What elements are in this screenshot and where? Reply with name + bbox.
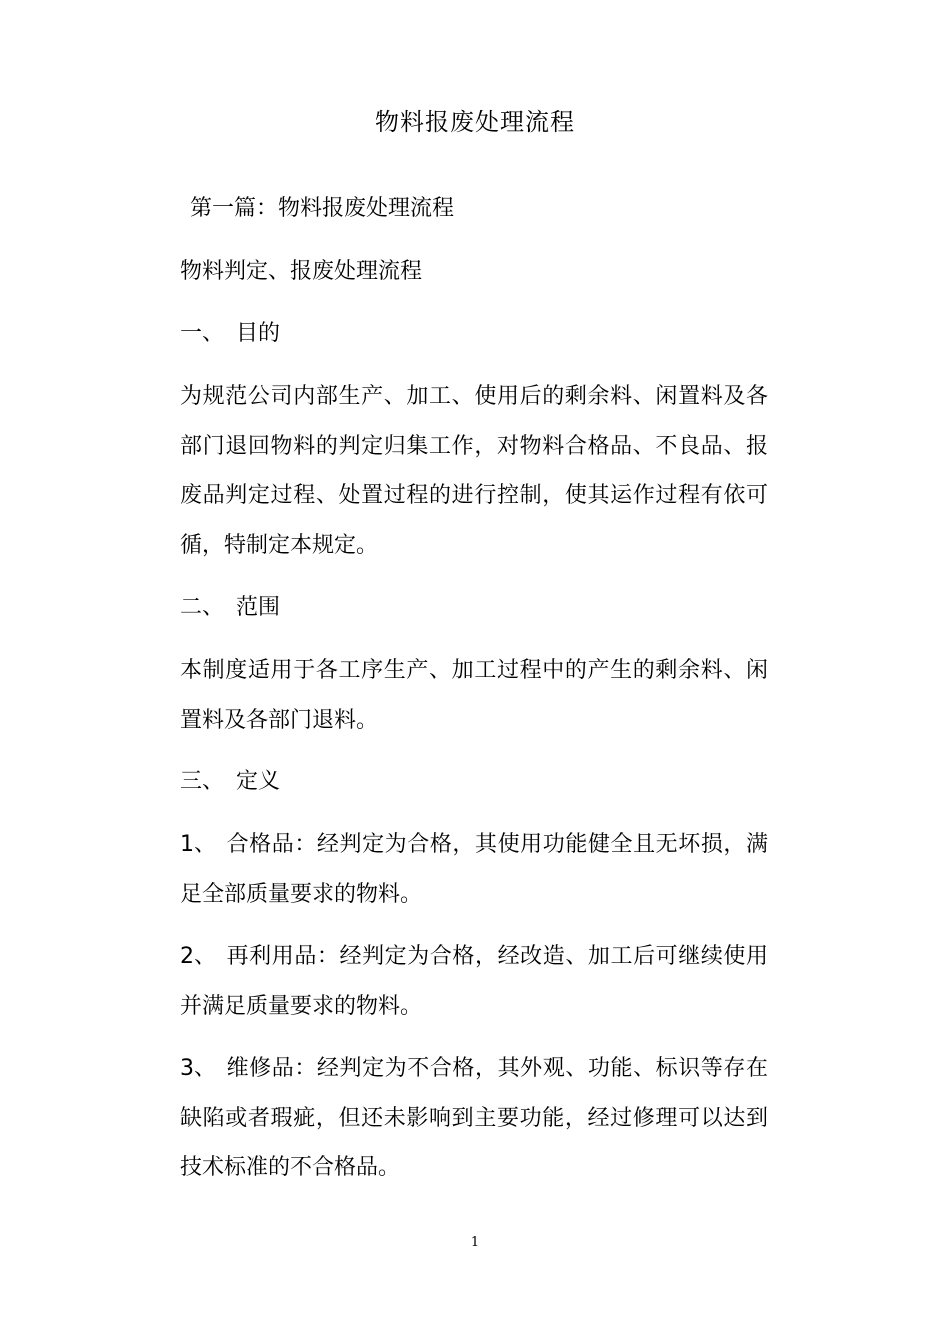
section-heading-purpose [180, 318, 770, 350]
section-heading-definitions [180, 766, 770, 798]
section-body-purpose: 为规范公司内部生产、加工、使用后的剩余料、闲置料及各部门退回物料的判定归集工作，对物料合格品、不良品、报废品判定过程、处置过程的进行控制，使其运作过程有依可循，特制定本规定。 [180, 384, 768, 558]
section-title: 定义 [236, 769, 281, 794]
definition-text: 再利用品：经判定为合格，经改造、加工后可继续使用并满足质量要求的物料。 [180, 944, 768, 1019]
section-number: 一、 [180, 321, 225, 346]
section-title: 目的 [236, 321, 281, 346]
section-body-scope: 本制度适用于各工序生产、加工过程中的产生的剩余料、闲置料及各部门退料。 [180, 658, 768, 733]
definition-number: 2、 [180, 944, 216, 969]
chapter-heading: 第一篇：物料报废处理流程 [190, 196, 455, 221]
subtitle: 物料判定、报废处理流程 [180, 259, 423, 284]
section-heading-scope [180, 592, 770, 624]
section-number: 二、 [180, 595, 225, 620]
definition-number: 1、 [180, 832, 216, 857]
page-number: 1 [470, 1235, 480, 1250]
document-title: 物料报废处理流程 [375, 108, 575, 136]
definition-text: 合格品：经判定为合格，其使用功能健全且无坏损，满足全部质量要求的物料。 [180, 832, 768, 907]
definition-item-reusable [180, 932, 768, 1031]
definition-number: 3、 [180, 1056, 216, 1081]
definition-item-qualified [180, 820, 768, 919]
section-title: 范围 [236, 595, 281, 620]
section-number: 三、 [180, 769, 225, 794]
definition-text: 维修品：经判定为不合格，其外观、功能、标识等存在缺陷或者瑕疵，但还未影响到主要功能，经过修理可以达到技术标准的不合格品。 [180, 1056, 768, 1180]
definition-item-repairable [180, 1044, 768, 1193]
